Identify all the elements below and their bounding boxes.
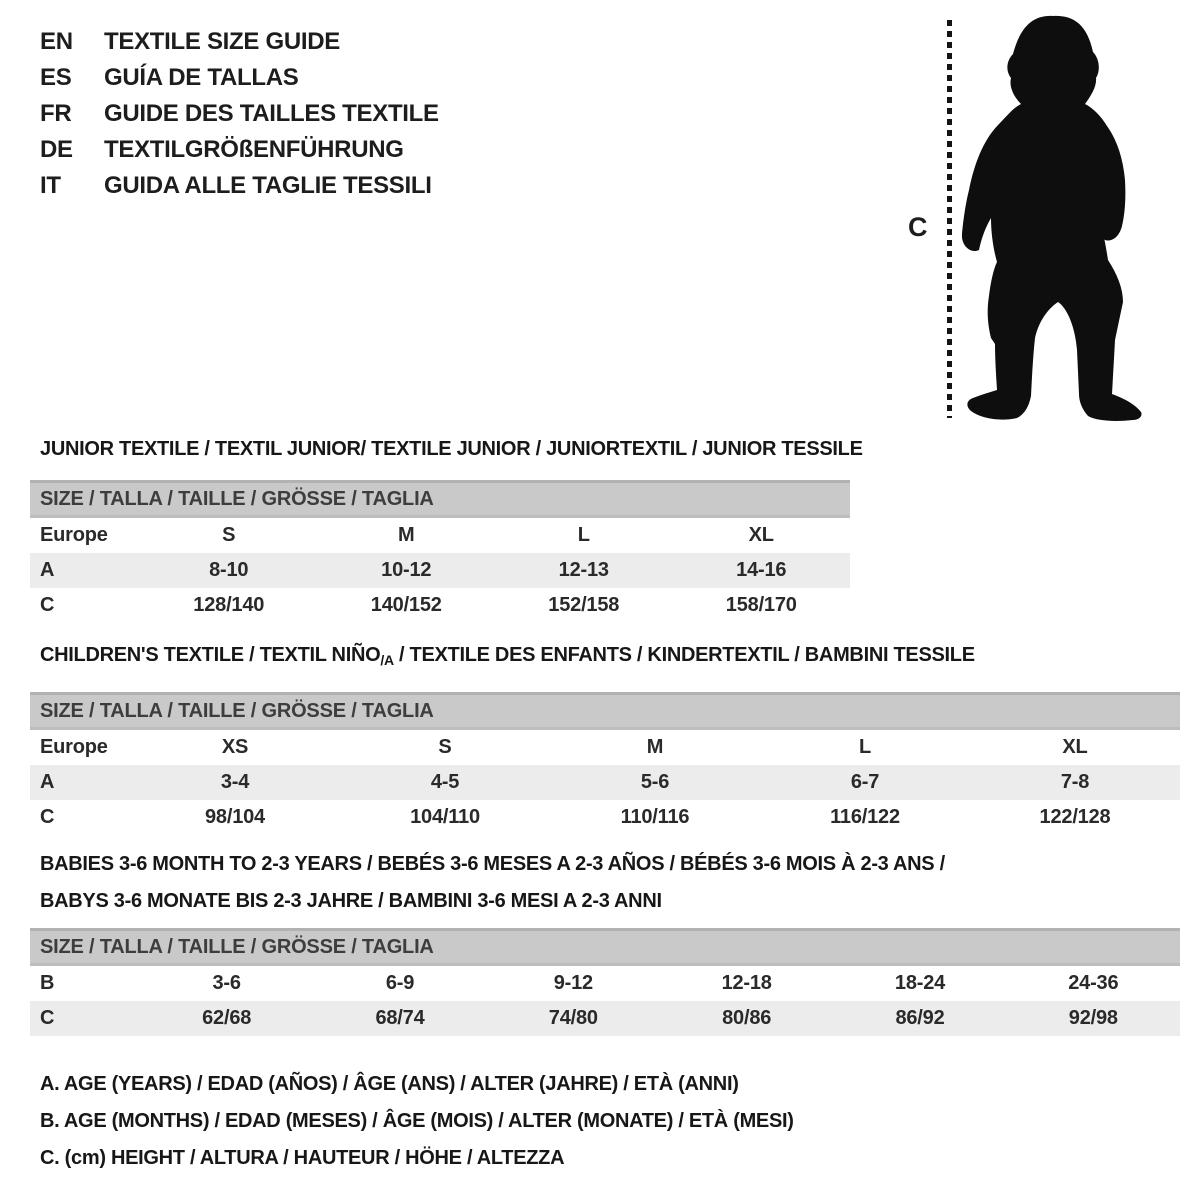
row-label: A <box>40 771 55 793</box>
cell: 12-13 <box>558 559 609 581</box>
cell: 24-36 <box>1068 972 1119 994</box>
lang-title: GUIDA ALLE TAGLIE TESSILI <box>104 172 432 199</box>
table-row-europe <box>30 518 850 553</box>
babies-heading-line1: BABIES 3-6 MONTH TO 2-3 YEARS / BEBÉS 3-6 MESES A 2-3 AÑOS / BÉBÉS 3-6 MOIS À 2-3 ANS / <box>40 853 945 875</box>
table-row-height <box>30 800 1180 835</box>
legend-line-c: C. (cm) HEIGHT / ALTURA / HAUTEUR / HÖHE / ALTEZZA <box>40 1147 565 1169</box>
legend-line-a: A. AGE (YEARS) / EDAD (AÑOS) / ÂGE (ANS) / ALTER (JAHRE) / ETÀ (ANNI) <box>40 1073 739 1095</box>
toddler-silhouette-icon <box>955 8 1155 423</box>
babies-section-heading <box>40 846 945 920</box>
cell: 140/152 <box>370 594 442 616</box>
cell: 128/140 <box>193 594 265 616</box>
lang-title: GUIDE DES TAILLES TEXTILE <box>104 100 439 127</box>
table-row-age <box>30 765 1180 800</box>
row-label: C <box>40 594 55 616</box>
junior-size-table <box>30 480 850 623</box>
lang-row-fr <box>40 96 439 132</box>
cell: 3-6 <box>212 972 241 994</box>
junior-section-heading: JUNIOR TEXTILE / TEXTIL JUNIOR/ TEXTILE JUNIOR / JUNIORTEXTIL / JUNIOR TESSILE <box>40 438 863 460</box>
cell: M <box>646 736 664 758</box>
cell: 14-16 <box>736 559 787 581</box>
cell: 104/110 <box>410 806 480 828</box>
size-header-bar: SIZE / TALLA / TAILLE / GRÖSSE / TAGLIA <box>30 692 1180 730</box>
lang-title: GUÍA DE TALLAS <box>104 64 299 91</box>
cell: S <box>438 736 452 758</box>
size-header-bar: SIZE / TALLA / TAILLE / GRÖSSE / TAGLIA <box>30 480 850 518</box>
cell: 68/74 <box>375 1007 425 1029</box>
table-row-age <box>30 553 850 588</box>
babies-heading-line2: BABYS 3-6 MONATE BIS 2-3 JAHRE / BAMBINI 3-6 MESI A 2-3 ANNI <box>40 890 662 912</box>
lang-code: IT <box>40 172 61 199</box>
cell: 7-8 <box>1060 771 1090 793</box>
cell: 80/86 <box>722 1007 772 1029</box>
cell: 158/170 <box>725 594 797 616</box>
cell: XL <box>1062 736 1088 758</box>
cell: 62/68 <box>202 1007 252 1029</box>
lang-code: FR <box>40 100 72 127</box>
legend-line-b: B. AGE (MONTHS) / EDAD (MESES) / ÂGE (MOIS) / ALTER (MONATE) / ETÀ (MESI) <box>40 1110 794 1132</box>
language-header <box>40 24 439 204</box>
lang-row-it <box>40 168 439 204</box>
measurement-legend <box>40 1066 794 1177</box>
cell: M <box>398 524 415 546</box>
row-label: C <box>40 1007 55 1029</box>
lang-row-es <box>40 60 439 96</box>
children-heading-prefix: CHILDREN'S TEXTILE / TEXTIL NIÑO <box>40 644 381 666</box>
height-measure-label: C <box>908 212 928 242</box>
size-header-bar: SIZE / TALLA / TAILLE / GRÖSSE / TAGLIA <box>30 928 1180 966</box>
cell: XL <box>748 524 774 546</box>
table-row-europe <box>30 730 1180 765</box>
cell: 122/128 <box>1039 806 1111 828</box>
lang-code: DE <box>40 136 73 163</box>
cell: 10-12 <box>381 559 432 581</box>
children-size-table <box>30 692 1180 835</box>
row-label: B <box>40 972 55 994</box>
cell: 92/98 <box>1068 1007 1118 1029</box>
cell: 4-5 <box>430 771 460 793</box>
cell: XS <box>221 736 249 758</box>
cell: L <box>577 524 590 546</box>
cell: 12-18 <box>721 972 772 994</box>
lang-code: ES <box>40 64 72 91</box>
cell: 9-12 <box>553 972 593 994</box>
cell: 5-6 <box>640 771 670 793</box>
cell: 6-9 <box>385 972 415 994</box>
cell: 98/104 <box>205 806 265 828</box>
cell: 110/116 <box>620 806 690 828</box>
table-row-months <box>30 966 1180 1001</box>
babies-size-table <box>30 928 1180 1036</box>
cell: 18-24 <box>894 972 946 994</box>
cell: 116/122 <box>830 806 900 828</box>
children-section-heading <box>40 644 975 668</box>
row-label: Europe <box>40 736 108 758</box>
lang-title: TEXTILGRÖßENFÜHRUNG <box>104 136 404 163</box>
lang-row-de <box>40 132 439 168</box>
children-heading-subscript: /A <box>380 652 394 668</box>
cell: 86/92 <box>895 1007 945 1029</box>
cell: 3-4 <box>220 771 250 793</box>
table-row-height <box>30 1001 1180 1036</box>
table-row-height <box>30 588 850 623</box>
children-heading-suffix: / TEXTILE DES ENFANTS / KINDERTEXTIL / BAMBINI TESSILE <box>393 644 975 666</box>
lang-row-en <box>40 24 439 60</box>
cell: 152/158 <box>548 594 620 616</box>
row-label: Europe <box>40 524 108 546</box>
row-label: A <box>40 559 55 581</box>
row-label: C <box>40 806 55 828</box>
cell: S <box>222 524 236 546</box>
cell: 74/80 <box>548 1007 598 1029</box>
lang-code: EN <box>40 28 73 55</box>
height-dashed-line <box>947 20 952 418</box>
cell: 8-10 <box>209 559 249 581</box>
cell: L <box>858 736 872 758</box>
lang-title: TEXTILE SIZE GUIDE <box>104 28 340 55</box>
cell: 6-7 <box>850 771 880 793</box>
